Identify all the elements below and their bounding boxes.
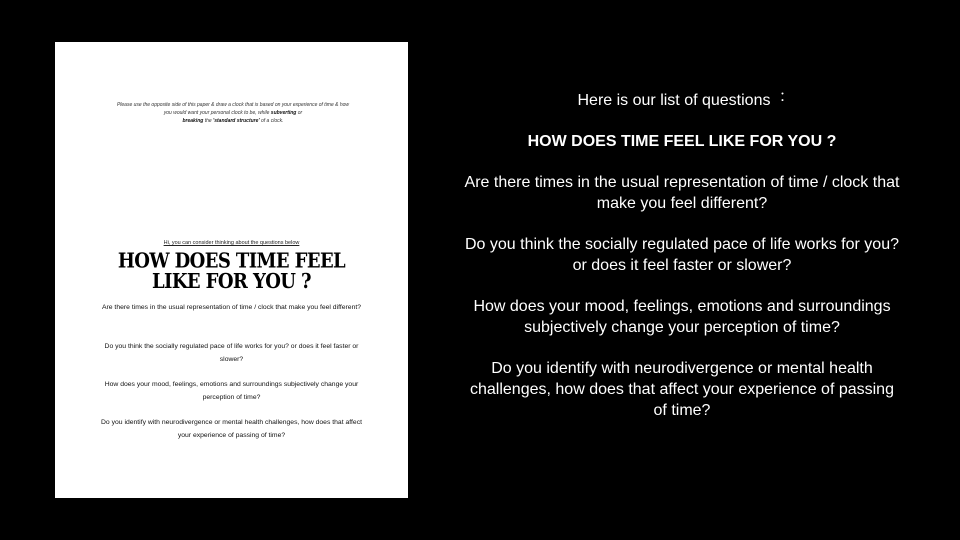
paper-question: Do you think the socially regulated pace of life works for you? or does it feel faster or slower?	[104, 343, 359, 363]
paper-intro: Hi, you can consider thinking about the questions below	[163, 240, 300, 246]
paper-question: How does your mood, feelings, emotions and surroundings subjectively change your perception of time?	[104, 381, 359, 401]
instruction-text: Please use the opposite side of this paper & draw a clock that is based on your experience of time & how you would want your personal clock to be, while	[116, 102, 350, 116]
instruction-emphasis: subverting	[270, 110, 297, 116]
paper-instruction	[115, 101, 351, 125]
instruction-emphasis: 'standard structure'	[213, 118, 260, 124]
instruction-text: of a clock.	[261, 118, 284, 124]
paper-question: Are there times in the usual representation of time / clock that make you feel different?	[101, 304, 362, 311]
instruction-emphasis: breaking	[182, 118, 204, 124]
instruction-text: the	[204, 118, 212, 124]
question-item: Are there times in the usual representation of time / clock that make you feel different?	[464, 174, 900, 212]
question-list-title: HOW DOES TIME FEEL LIKE FOR YOU ?	[527, 133, 837, 150]
paper-handout	[55, 42, 408, 498]
question-item: Do you identify with neurodivergence or mental health challenges, how does that affect your experience of passing of time?	[470, 360, 894, 419]
question-item: How does your mood, feelings, emotions and surroundings subjectively change your perception of time?	[473, 298, 891, 336]
paper-question: Do you identify with neurodivergence or mental health challenges, how does that affect your experience of passing of time?	[101, 419, 362, 439]
question-item: Do you think the socially regulated pace of life works for you? or does it feel faster or slower?	[464, 236, 899, 274]
paper-heading: HOW DOES TIME FEEL LIKE FOR YOU ?	[117, 249, 346, 294]
question-list	[462, 90, 902, 441]
question-list-intro: Here is our list of questions︓	[577, 92, 787, 109]
instruction-text: or	[297, 110, 303, 116]
